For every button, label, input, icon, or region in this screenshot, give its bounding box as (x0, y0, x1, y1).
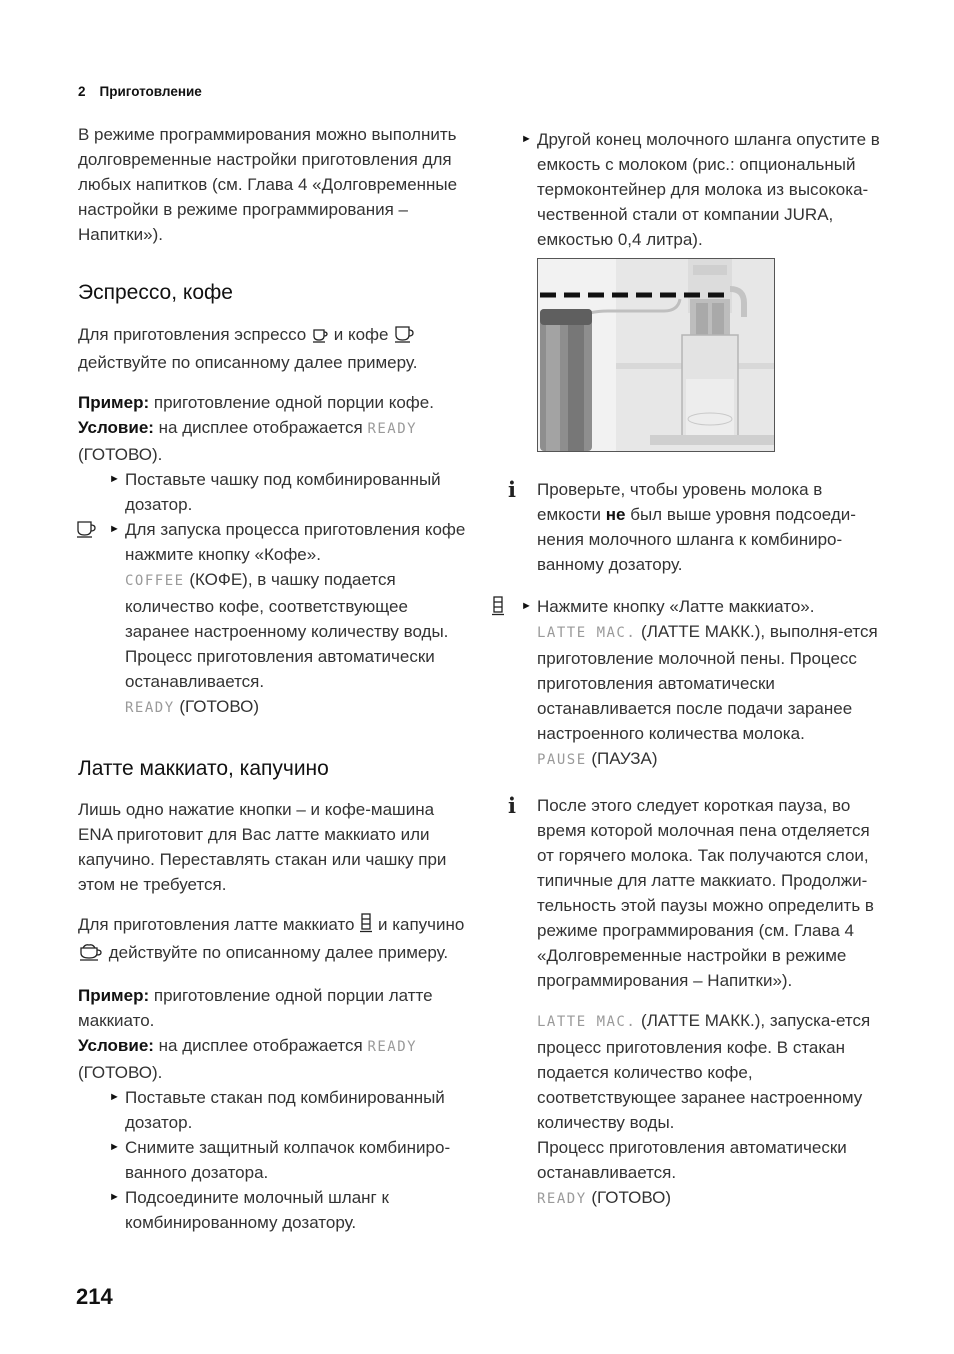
espresso-example: Пример: приготовление одной порции кофе. Условие: на дисплее отображается READY (ГОТОВО). (78, 393, 434, 464)
section-heading-espresso: Эспрессо, кофе (78, 281, 233, 304)
milk-hose-step: ► Другой конец молочного шланга опустите в емкость с молоком (рис.: опциональный термоконтейнер для молока из высокока-чественной стали от компании JURA, емкостью 0,4 литра). (508, 127, 888, 252)
intro-paragraph: В режиме программирования можно выполнить долговременные настройки приготовления для любых напитков (см. Глава 4 «Долговременные настройки в режиме программирования – Напитки»). (78, 125, 458, 244)
coffee-button-icon (75, 520, 99, 545)
display-ready: READY (125, 700, 175, 716)
info-icon: i (508, 477, 516, 502)
display-pause: PAUSE (537, 752, 587, 768)
coffee-cup-icon (393, 325, 415, 350)
milk-level-note: i Проверьте, чтобы уровень молока в емкости не был выше уровня подсоеди-нения молочного шланга к комбиниро-ванному дозатору. (508, 477, 856, 574)
section-heading-latte: Латте маккиато, капучино (78, 757, 329, 780)
bullet-arrow-icon: ► (109, 473, 120, 485)
chapter-title: Приготовление (99, 84, 202, 99)
latte-step-2: ► Снимите защитный колпачок комбиниро-ванного дозатора. (78, 1135, 470, 1185)
espresso-step-1: ► Поставьте чашку под комбинированный дозатор. (78, 467, 470, 517)
bullet-arrow-icon: ► (109, 523, 120, 535)
latte-step-1: ► Поставьте стакан под комбинированный дозатор. (78, 1085, 470, 1135)
bullet-arrow-icon: ► (109, 1141, 120, 1153)
latte-intro: Лишь одно нажатие кнопки – и кофе-машина ENA приготовит для Вас латте маккиато или капучино. Переставлять стакан или чашку при этом не требуется. (78, 800, 447, 894)
pause-note: i После этого следует короткая пауза, во время которой молочная пена отделяется от горячего молока. Так получаются слои, типичные для латте маккиато. Продолжи-тельность этой паузы можно определить в режиме программирования (см. Глава 4 «Долговременные настройки в режиме программирования – Напитки»). (508, 793, 874, 990)
espresso-cup-icon (311, 325, 329, 350)
espresso-description: Для приготовления эспрессо и кофе действуйте по описанному далее примеру. (78, 325, 418, 372)
latte-button-step: ► Нажмите кнопку «Латте маккиато». LATTE MAC. (ЛАТТЕ МАКК.), выполня-ется приготовление молочной пены. Процесс приготовления автоматически останавливается после подачи заранее настроенного количества молока. PAUSE (ПАУЗА) (508, 594, 888, 773)
display-coffee: COFFEE (125, 573, 185, 589)
espresso-step-2: ► Для запуска процесса приготовления кофе нажмите кнопку «Кофе». COFFEE (КОФЕ), в чашку подается количество кофе, соответствующее заранее настроенному количеству воды. Процесс приготовления автоматически останавливается. READY (ГОТОВО) (78, 517, 470, 721)
page-number: 214 (76, 1284, 113, 1309)
coffee-phase-text: LATTE MAC. (ЛАТТЕ МАКК.), запуска-ется процесс приготовления кофе. В стакан подается количество кофе, соответствующее заранее настроенному количеству воды. Процесс приготовления автоматически останавливается. READY (ГОТОВО) (537, 1011, 871, 1207)
latte-glass-icon (359, 913, 373, 940)
latte-button-icon (491, 596, 505, 623)
latte-description: Для приготовления латте маккиато и капучино действуйте по описанному далее примеру. (78, 912, 470, 968)
display-latte-mac: LATTE MAC. (537, 625, 637, 641)
running-head (78, 84, 202, 99)
chapter-number: 2 (78, 84, 86, 99)
bullet-arrow-icon: ► (521, 600, 532, 612)
left-column (78, 122, 470, 1235)
info-icon: i (508, 793, 516, 818)
milk-container-illustration (537, 258, 775, 452)
display-latte-mac: LATTE MAC. (537, 1014, 637, 1030)
display-ready: READY (537, 1191, 587, 1207)
bullet-arrow-icon: ► (109, 1091, 120, 1103)
cappuccino-cup-icon (78, 943, 104, 968)
display-ready: READY (367, 1039, 418, 1055)
display-ready: READY (367, 421, 418, 437)
latte-example: Пример: приготовление одной порции латте маккиато. Условие: на дисплее отображается READY (ГОТОВО). (78, 986, 433, 1082)
bullet-arrow-icon: ► (521, 133, 532, 145)
bullet-arrow-icon: ► (109, 1191, 120, 1203)
right-column (508, 127, 888, 1212)
latte-step-3: ► Подсоедините молочный шланг к комбинированному дозатору. (78, 1185, 470, 1235)
